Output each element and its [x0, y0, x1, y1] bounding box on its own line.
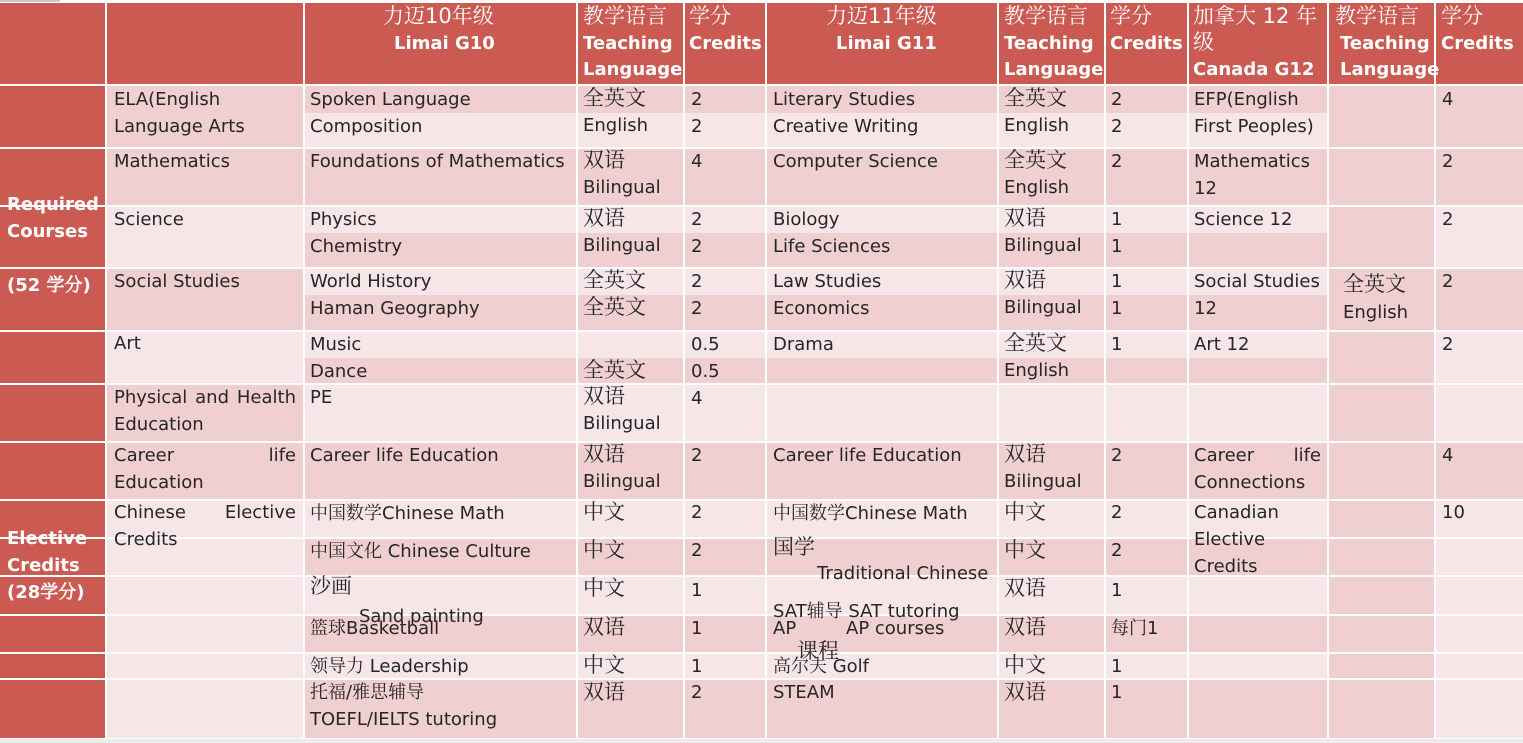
g11-credit: 1 — [1111, 271, 1123, 292]
g11-course: 中国数学Chinese Math — [773, 503, 968, 524]
g10-course: PE — [310, 387, 333, 408]
g10-lang: 全英文 — [583, 358, 646, 382]
group-required-1: Required — [7, 194, 99, 215]
g11-credit: 2 — [1111, 116, 1123, 137]
g12-course: Elective — [1194, 529, 1266, 550]
g10-lang: 全英文 — [583, 295, 646, 319]
g11-credit: 2 — [1111, 540, 1123, 561]
row-band — [304, 358, 1328, 384]
g11-lang: 双语 — [1004, 615, 1046, 639]
g12-credit-header-cn: 学分 — [1441, 4, 1483, 28]
g10-lang: 中文 — [583, 576, 625, 600]
subject-career-2: Education — [114, 472, 204, 493]
g11-lang: 中文 — [1004, 500, 1046, 524]
g10-credit-header-cn: 学分 — [689, 4, 731, 28]
g10-course: 托福/雅思辅导 — [310, 682, 425, 703]
g11-lang: English — [1004, 177, 1069, 198]
g10-course: Haman Geography — [310, 298, 480, 319]
g12-lang-header-en2: Language — [1340, 59, 1440, 80]
g11-course: Economics — [773, 298, 870, 319]
g11-course: Computer Science — [773, 151, 938, 172]
g11-course: Creative Writing — [773, 116, 919, 137]
group-elective-3: (28学分) — [7, 582, 85, 603]
subject-science: Science — [114, 209, 184, 230]
g11-course: Traditional Chinese — [817, 563, 989, 584]
g11-credit: 每门1 — [1111, 618, 1159, 639]
grid-vline — [105, 3, 107, 738]
g11-course: Life Sciences — [773, 236, 891, 257]
g12-course: Social Studies — [1194, 271, 1320, 292]
grid-hline — [0, 652, 1523, 654]
g10-credit: 0.5 — [691, 334, 720, 355]
g11-lang: 中文 — [1004, 653, 1046, 677]
g10-credit: 2 — [691, 271, 703, 292]
g11-lang: 全英文 — [1004, 331, 1067, 355]
g12-header-en: Canada G12 — [1193, 59, 1315, 80]
g10-course: 沙画 — [310, 574, 352, 598]
g10-course: Spoken Language — [310, 89, 471, 110]
g10-credit: 4 — [691, 388, 703, 409]
bottom-edge — [0, 739, 1523, 743]
g10-credit: 1 — [691, 656, 703, 677]
g11-lang: 双语 — [1004, 268, 1046, 292]
g10-course: Career life Education — [310, 445, 499, 466]
g10-lang-header-en2: Language — [583, 59, 683, 80]
g11-course: SAT辅导 SAT tutoring — [773, 601, 960, 622]
g10-credit: 1 — [691, 618, 703, 639]
g10-course: World History — [310, 271, 432, 292]
g11-lang: English — [1004, 115, 1069, 136]
subject-chinese-2: Credits — [114, 529, 178, 550]
g11-course: STEAM — [773, 682, 835, 703]
g10-course: TOEFL/IELTS tutoring — [310, 709, 498, 730]
g10-lang: Bilingual — [583, 177, 661, 198]
g11-credit-header-cn: 学分 — [1110, 4, 1152, 28]
g11-lang-header-en1: Teaching — [1004, 33, 1094, 54]
group-column — [0, 3, 106, 738]
grid-vline — [1327, 3, 1329, 738]
g12-course: Credits — [1194, 556, 1258, 577]
g10-header-cn: 力迈10年级 — [383, 4, 494, 28]
g12-credit: 2 — [1442, 271, 1454, 292]
g11-lang: Bilingual — [1004, 471, 1082, 492]
g11-course: Biology — [773, 209, 840, 230]
g11-credit: 1 — [1111, 682, 1123, 703]
grid-vline — [1187, 3, 1189, 738]
g11-credit: 1 — [1111, 236, 1123, 257]
grid-hline — [0, 330, 1523, 332]
g11-lang: Bilingual — [1004, 235, 1082, 256]
g10-credit: 2 — [691, 298, 703, 319]
grid-vline — [1434, 3, 1436, 738]
g11-lang: 全英文 — [1004, 148, 1067, 172]
g12-course: Canadian — [1194, 502, 1279, 523]
grid-hline — [0, 537, 1523, 539]
group-required-3: (52 学分) — [7, 275, 91, 296]
subject-phe-w2: and — [195, 387, 229, 408]
g10-course: 中国数学Chinese Math — [310, 503, 505, 524]
group-elective-2: Credits — [7, 555, 80, 576]
g10-lang: 中文 — [583, 538, 625, 562]
g10-lang: Bilingual — [583, 235, 661, 256]
g10-course: Dance — [310, 361, 368, 382]
g12-course-career — [1194, 442, 1321, 469]
g11-lang: 双语 — [1004, 442, 1046, 466]
g11-credit: 2 — [1111, 89, 1123, 110]
grid-vline — [576, 3, 578, 738]
g11-course: Career life Education — [773, 445, 962, 466]
subject-phe-line1 — [114, 384, 296, 411]
g10-course: Physics — [310, 209, 377, 230]
g12-course: 12 — [1194, 298, 1217, 319]
subject-career-line1 — [114, 442, 296, 469]
g11-course: Law Studies — [773, 271, 882, 292]
g11-lang-header-cn: 教学语言 — [1004, 4, 1088, 28]
subject-chinese-w2: Elective — [224, 502, 296, 523]
g12-course: Connections — [1194, 472, 1306, 493]
g11-credit: 1 — [1111, 580, 1123, 601]
g12-course: Mathematics — [1194, 151, 1310, 172]
subject-phe-2: Education — [114, 414, 204, 435]
group-elective-1: Elective — [7, 528, 88, 549]
g10-credit: 4 — [691, 151, 703, 172]
g10-lang-header-en1: Teaching — [583, 33, 673, 54]
subject-social: Social Studies — [114, 271, 240, 292]
g11-course: Drama — [773, 334, 834, 355]
subject-phe-w1: Physical — [114, 387, 188, 408]
g10-lang: 双语 — [583, 206, 625, 230]
g10-credit: 2 — [691, 209, 703, 230]
g10-lang: 双语 — [583, 148, 625, 172]
g12-lang: English — [1343, 302, 1408, 323]
g10-lang: 全英文 — [583, 268, 646, 292]
g12-course: Science 12 — [1194, 209, 1293, 230]
g11-lang: Bilingual — [1004, 297, 1082, 318]
g11-credit: 2 — [1111, 445, 1123, 466]
g11-lang-header-en2: Language — [1004, 59, 1104, 80]
subject-math: Mathematics — [114, 151, 230, 172]
g12-course: First Peoples) — [1194, 116, 1314, 137]
g12-lang-merged-cell — [1328, 84, 1435, 738]
g10-lang: Bilingual — [583, 471, 661, 492]
g12-course: EFP(English — [1194, 89, 1299, 110]
g10-credit: 2 — [691, 116, 703, 137]
g11-credit: 2 — [1111, 502, 1123, 523]
g10-credit: 2 — [691, 682, 703, 703]
grid-vline — [303, 3, 305, 738]
g10-lang: 中文 — [583, 500, 625, 524]
subject-chinese-line1 — [114, 499, 296, 526]
grid-hline — [0, 614, 1523, 616]
grid-hline — [0, 678, 1523, 680]
g11-credit: 1 — [1111, 298, 1123, 319]
g11-course: AP courses — [846, 618, 945, 639]
subject-phe-w3: Health — [236, 387, 296, 408]
grid-hline — [0, 575, 1523, 577]
g10-credit: 2 — [691, 445, 703, 466]
g10-credit: 2 — [691, 502, 703, 523]
g11-lang: 双语 — [1004, 576, 1046, 600]
g10-lang: Bilingual — [583, 413, 661, 434]
g10-lang: 双语 — [583, 384, 625, 408]
g12-credit: 10 — [1442, 502, 1465, 523]
g11-lang: 全英文 — [1004, 86, 1067, 110]
g12-header-cn2: 级 — [1193, 30, 1214, 54]
g11-credit: 1 — [1111, 209, 1123, 230]
g10-course: 领导力 Leadership — [310, 656, 469, 677]
g12-lang-header-cn: 教学语言 — [1335, 4, 1419, 28]
g11-course: 课程 — [797, 639, 839, 663]
g11-lang: 双语 — [1004, 206, 1046, 230]
g11-credit-header-en: Credits — [1110, 33, 1183, 54]
g10-lang: 双语 — [583, 442, 625, 466]
g10-credit: 0.5 — [691, 361, 720, 382]
g10-course: Music — [310, 334, 362, 355]
g12-credit: 2 — [1442, 209, 1454, 230]
g11-course: AP — [773, 618, 797, 639]
g12-lang-header-en1: Teaching — [1340, 33, 1430, 54]
grid-vline — [1104, 3, 1106, 738]
g12-course: Art 12 — [1194, 334, 1250, 355]
subject-art: Art — [114, 333, 141, 354]
subject-chinese-w1: Chinese — [114, 502, 186, 523]
g10-course: 中国文化 Chinese Culture — [310, 541, 531, 562]
g10-course: Chemistry — [310, 236, 403, 257]
g11-header-en: Limai G11 — [836, 33, 937, 54]
g10-credit: 2 — [691, 540, 703, 561]
g11-credit: 2 — [1111, 151, 1123, 172]
g10-lang: 全英文 — [583, 86, 646, 110]
g11-lang: English — [1004, 360, 1069, 381]
g10-lang: 中文 — [583, 653, 625, 677]
g11-course: 国学 — [773, 535, 815, 559]
g11-course: 高尔夫 Golf — [773, 656, 870, 677]
g12-credit-header-en: Credits — [1441, 33, 1514, 54]
g10-course: 篮球Basketball — [310, 618, 440, 639]
g10-header-en: Limai G10 — [394, 33, 495, 54]
grid-vline — [765, 3, 767, 738]
g12-course-career-w2: life — [1293, 445, 1321, 466]
g12-credit: 4 — [1442, 89, 1454, 110]
subject-ela-2: Language Arts — [114, 116, 245, 137]
g12-credit: 4 — [1442, 445, 1454, 466]
g12-course: 12 — [1194, 178, 1217, 199]
g12-credit: 2 — [1442, 334, 1454, 355]
g11-course: Literary Studies — [773, 89, 916, 110]
group-required-2: Courses — [7, 221, 88, 242]
subject-ela-1: ELA(English — [114, 89, 221, 110]
g11-lang: 双语 — [1004, 680, 1046, 704]
g11-lang: 中文 — [1004, 538, 1046, 562]
grid-vline — [683, 3, 685, 738]
g10-course: Sand painting — [359, 606, 484, 627]
subject-career-w2: life — [268, 445, 296, 466]
g10-lang: 双语 — [583, 615, 625, 639]
g12-lang: 全英文 — [1343, 272, 1406, 296]
g11-credit: 1 — [1111, 656, 1123, 677]
g10-credit-header-en: Credits — [689, 33, 762, 54]
grid-hline — [0, 205, 1523, 207]
g12-credit: 2 — [1442, 151, 1454, 172]
g10-lang-header-cn: 教学语言 — [583, 4, 667, 28]
g12-course-career-w1: Career — [1194, 445, 1255, 466]
g10-credit: 2 — [691, 89, 703, 110]
top-edge-line — [0, 0, 60, 2]
g12-header-cn1: 加拿大 12 年 — [1193, 4, 1318, 28]
g11-header-cn: 力迈11年级 — [826, 4, 937, 28]
subject-career-w1: Career — [114, 445, 175, 466]
grid-vline — [997, 3, 999, 738]
g10-lang: 双语 — [583, 680, 625, 704]
g11-credit: 1 — [1111, 334, 1123, 355]
g10-credit: 2 — [691, 236, 703, 257]
g10-course: Foundations of Mathematics — [310, 151, 565, 172]
g10-course: Composition — [310, 116, 423, 137]
g10-lang: English — [583, 115, 648, 136]
g10-credit: 1 — [691, 580, 703, 601]
